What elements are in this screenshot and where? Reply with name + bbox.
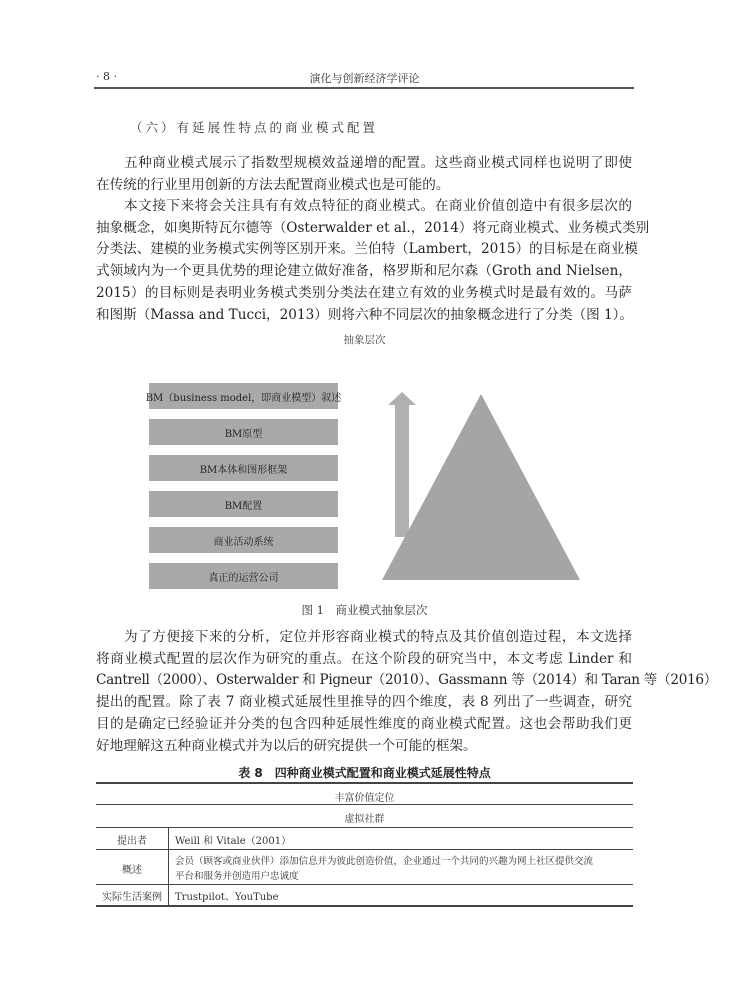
triangle-shape xyxy=(382,394,580,580)
abstraction-level-box: BM（business model，即商业模型）叙述 xyxy=(149,383,338,409)
text-line: 提出的配置。除了表 7 商业模式延展性里推导的四个维度，表 8 列出了一些调查，研究 xyxy=(96,694,632,711)
table-column-divider xyxy=(168,827,169,906)
section-heading: （六）有延展性特点的商业模式配置 xyxy=(130,120,379,135)
table-rule xyxy=(96,804,633,805)
text-line: 2015）的目标则是表明业务模式类别分类法在建立有效的业务模式时是最有效的。马萨 xyxy=(96,284,632,301)
abstraction-level-box: 真正的运营公司 xyxy=(149,563,338,589)
row-value-line: 平台和服务并创造用户忠诚度 xyxy=(175,871,299,882)
table-group-header: 丰富价值定位 xyxy=(334,793,395,804)
text-line: 式领域内为一个更具优势的理论建立做好准备，格罗斯和尼尔森（Groth and Nielsen， xyxy=(96,263,632,280)
figure-title: 抽象层次 xyxy=(343,334,386,346)
table-top-rule xyxy=(96,782,633,784)
row-value: Weill 和 Vitale（2001） xyxy=(175,836,292,847)
paragraph-1 xyxy=(96,153,632,196)
row-label: 实际生活案例 xyxy=(102,892,162,903)
abstraction-level-box: 商业活动系统 xyxy=(149,527,338,553)
text-line: 五种商业模式展示了指数型规模效益递增的配置。这些商业模式同样也说明了即使 xyxy=(124,155,632,171)
text-line: 本文接下来将会关注具有有效点特征的商业模式。在商业价值创造中有很多层次的 xyxy=(124,198,632,214)
page-number: · 8 · xyxy=(96,70,117,83)
text-line: 分类法、建模的业务模式实例等区别开来。兰伯特（Lambert，2015）的目标是在商业模 xyxy=(96,241,638,258)
text-line: 和图斯（Massa and Tucci，2013）则将六种不同层次的抽象概念进行了分类（图 1）。 xyxy=(96,306,634,323)
pyramid-graphic xyxy=(370,385,590,585)
journal-title: 演化与创新经济学评论 xyxy=(309,72,420,85)
table-rule xyxy=(96,849,633,850)
table-rule xyxy=(96,884,633,885)
row-value: Trustpilot、YouTube xyxy=(175,892,279,903)
abstraction-level-box: BM原型 xyxy=(149,419,338,445)
text-line: 将商业模式配置的层次作为研究的重点。在这个阶段的研究当中，本文考虑 Linder 和 xyxy=(96,650,632,667)
figure-caption: 图 1 商业模式抽象层次 xyxy=(301,603,428,617)
paragraph-2 xyxy=(96,196,650,326)
abstraction-level-box: BM本体和图形框架 xyxy=(149,455,338,481)
text-line: 为了方便接下来的分析，定位并形容商业模式的特点及其价值创造过程，本文选择 xyxy=(124,629,632,645)
row-value-line: 会员（顾客或商业伙伴）添加信息并为彼此创造价值，企业通过一个共同的兴趣为网上社区提供交流 xyxy=(175,856,594,867)
table-title: 表 8 四种商业模式配置和商业模式延展性特点 xyxy=(238,766,491,780)
paragraph-3 xyxy=(96,627,718,757)
text-line: 目的是确定已经验证并分类的包含四种延展性维度的商业模式配置。这也会帮助我们更 xyxy=(96,715,632,732)
table-bottom-rule xyxy=(96,905,633,907)
row-label: 提出者 xyxy=(117,836,147,847)
text-line: 好地理解这五种商业模式并为以后的研究提供一个可能的框架。 xyxy=(96,737,477,754)
text-line: Cantrell（2000）、Osterwalder 和 Pigneur（2010）、Gassmann 等（2014）和 Taran 等（2016） xyxy=(96,672,718,689)
text-line: 抽象概念，如奥斯特瓦尔德等（Osterwalder et al.，2014）将元商业模式、业务模式类别 xyxy=(96,219,650,236)
row-label: 概述 xyxy=(122,865,142,876)
abstraction-level-box: BM配置 xyxy=(149,491,338,517)
table-config-header: 虚拟社群 xyxy=(344,814,385,825)
header-rule xyxy=(94,87,634,89)
up-arrow-icon xyxy=(388,392,416,537)
text-line: 在传统的行业里用创新的方法去配置商业模式也是可能的。 xyxy=(96,176,450,193)
table-rule xyxy=(96,827,633,828)
